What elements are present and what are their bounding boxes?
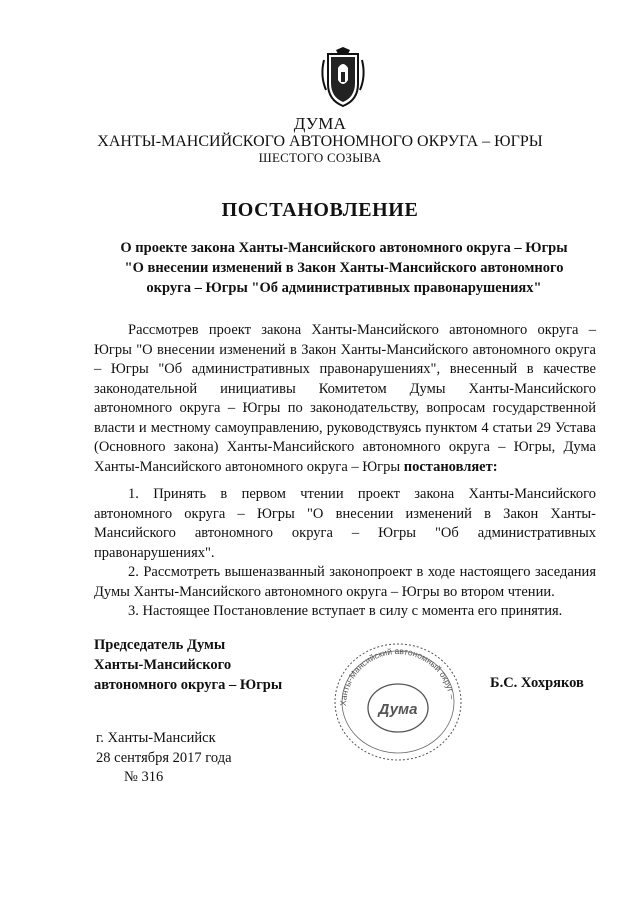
organization-name: ДУМА: [293, 114, 347, 133]
subject-line: округа – Югры "Об административных правонарушениях": [146, 280, 542, 296]
document-subject: [96, 238, 592, 298]
resolution-item: 2. Рассмотреть вышеназванный законопроект в ходе настоящего заседания Думы Ханты-Мансийского автономного округа – Югры во втором чтении.: [94, 564, 596, 600]
resolution-item: 1. Принять в первом чтении проект закона Ханты-Мансийского автономного округа – Югры "О внесении изменений в Закон Ханты-Мансийского автономного округа – Югры "Об административных правонарушениях".: [94, 486, 596, 561]
subject-line: "О внесении изменений в Закон Ханты-Мансийского автономного: [124, 260, 564, 276]
signatory-name: Б.С. Хохряков: [490, 675, 584, 691]
subject-line: О проекте закона Ханты-Мансийского автономного округа – Югры: [120, 240, 568, 256]
official-seal: [330, 636, 466, 764]
signatory-position: [94, 635, 282, 695]
seal-center-text: Дума: [378, 701, 418, 718]
resolves-word: постановляет:: [403, 458, 498, 475]
preamble-text: Рассмотрев проект закона Ханты-Мансийского автономного округа – Югры "О внесении изменений в Закон Ханты-Мансийского автономного округа – Югры "Об административных правонарушениях", внесенный в качестве законодательной инициативы Комитетом Думы Ханты-Мансийского автономного округа – Югры по законодательству, вопросам государственной власти и местному самоуправлению, руководствуясь пунктом 4 статьи 29 Устава (Основного закона) Ханты-Мансийского автономного округа – Югры, Дума Ханты-Мансийского автономного округа – Югры: [94, 322, 596, 475]
position-line: Ханты-Мансийского: [94, 657, 232, 673]
resolution-items: [94, 485, 596, 622]
position-line: автономного округа – Югры: [94, 677, 283, 693]
position-line: Председатель Думы: [94, 637, 226, 653]
document-number: № 316: [124, 769, 164, 785]
svg-text:Ханты-Мансийский автономный ок: [330, 636, 458, 706]
resolution-item: 3. Настоящее Постановление вступает в силу с момента его принятия.: [128, 603, 563, 619]
coat-of-arms-icon: [318, 46, 368, 110]
place-of-adoption: г. Ханты-Мансийск: [96, 730, 216, 746]
document-place-date: [96, 729, 232, 788]
adoption-date: 28 сентября 2017 года: [96, 749, 232, 766]
preamble-paragraph: [94, 321, 596, 477]
seal-ring-text: Ханты-Мансийский автономный округ –: [337, 645, 458, 707]
organization-region: ХАНТЫ-МАНСИЙСКОГО АВТОНОМНОГО ОКРУГА – ЮГРЫ: [97, 133, 543, 150]
document-type-title: ПОСТАНОВЛЕНИЕ: [221, 199, 419, 221]
organization-convocation: ШЕСТОГО СОЗЫВА: [258, 150, 382, 165]
